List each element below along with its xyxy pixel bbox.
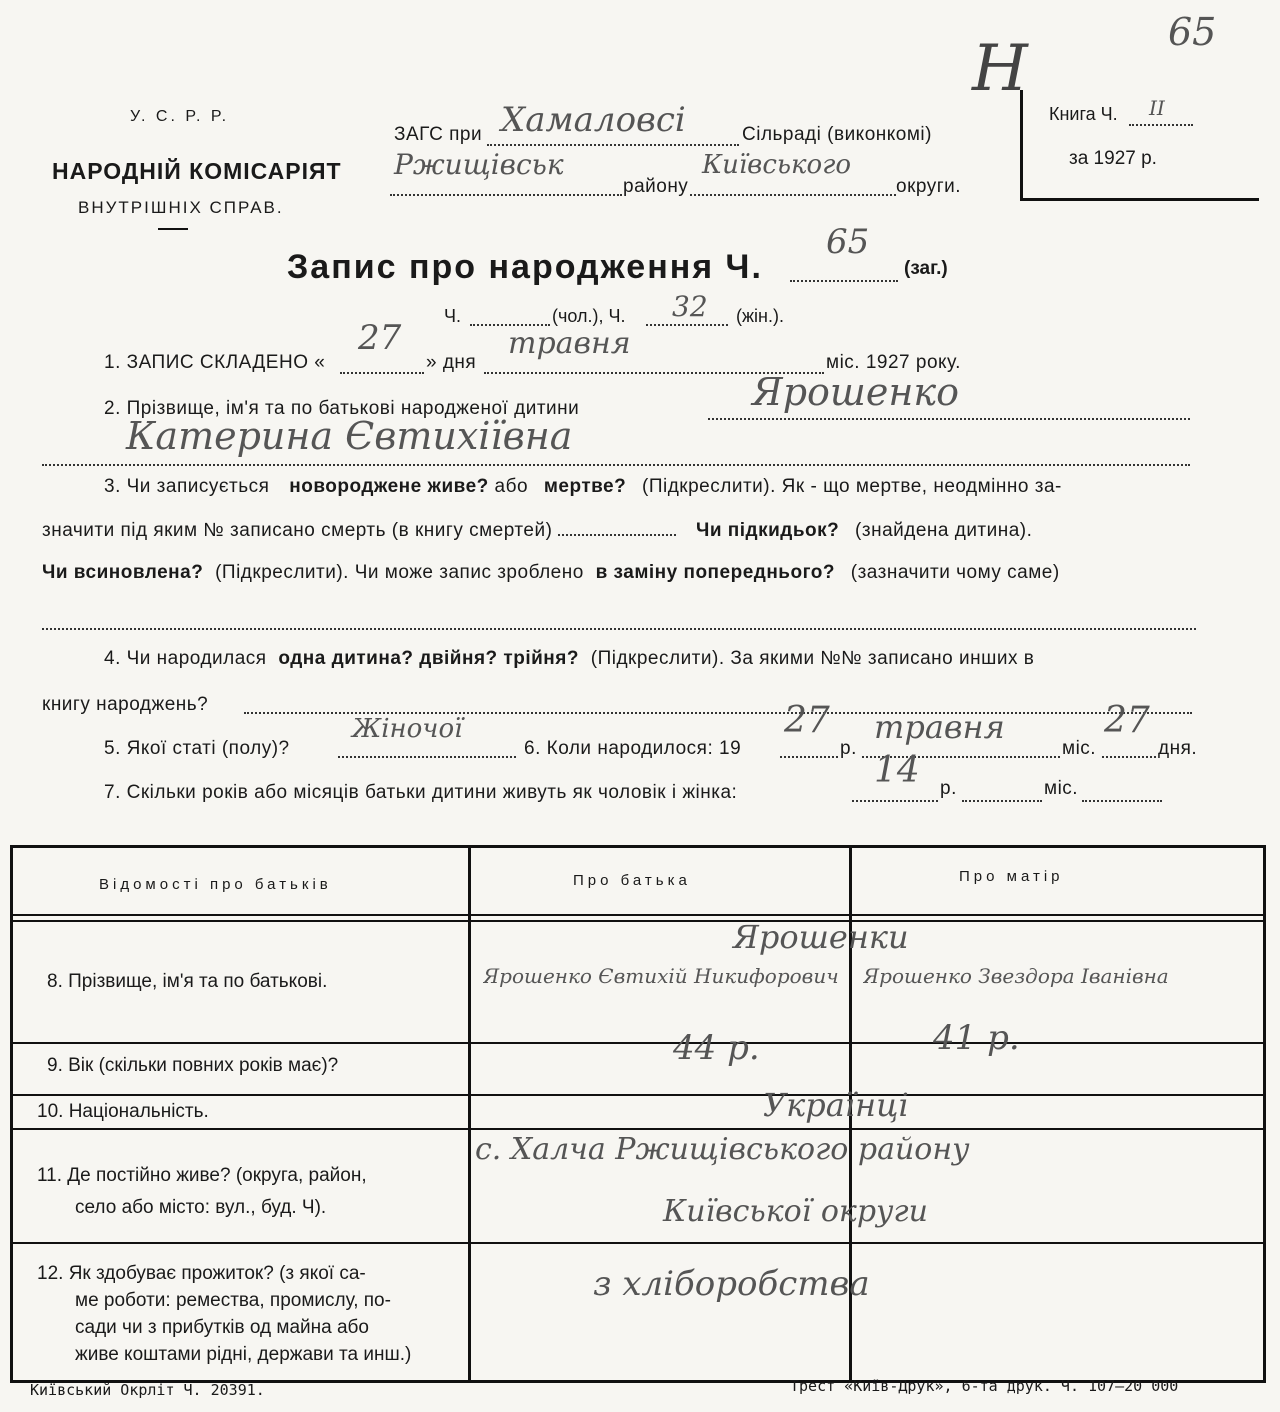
item3-line2-text: значити під яким № записано смерть (в книгу смертей) (42, 520, 553, 541)
item5-label: 5. Якої статі (полу)? (104, 738, 290, 759)
corner-handwriting: Н (972, 32, 1028, 106)
row8-label: 8. Прізвище, ім'я та по батькові. (47, 971, 328, 992)
item6-mis: міс. (1062, 738, 1097, 759)
male-count-field (470, 300, 550, 326)
row8-surname-handwriting: Ярошенки (733, 918, 909, 956)
item3-line2 (42, 520, 1032, 542)
row12-label-line4: живе коштами рідні, держави та инш.) (75, 1344, 412, 1365)
item5-sex-field (338, 714, 516, 758)
row12-label-line1: 12. Як здобуває прожиток? (з якої са- (37, 1263, 366, 1284)
item7-months-field (1082, 772, 1162, 802)
row11-okrug-handwriting: Київської округи (663, 1194, 928, 1229)
row8-mother-handwriting: Ярошенко Звездора Іванівна (863, 964, 1169, 988)
item3-replacement-option: в заміну попереднього? (595, 562, 835, 583)
row9-label: 9. Вік (скільки повних років має)? (47, 1055, 339, 1076)
row9-mother-handwriting: 41 р. (933, 1018, 1020, 1058)
item7-r: р. (940, 778, 957, 799)
record-number-field (790, 222, 898, 282)
footer-printer-left: Київський Окрліт Ч. 20391. (30, 1381, 265, 1399)
item2-surname-field (708, 370, 1190, 420)
item3-text-e: (Підкреслити). Як - що мертве, неодмінно за- (642, 476, 1062, 497)
item4-line2: книгу народжень? (42, 694, 209, 715)
item3-text-a: 3. Чи записується (104, 476, 270, 497)
col-header-info: Відомості про батьків (99, 876, 332, 893)
book-number-field (1129, 96, 1193, 126)
row12-label-line3: сади чи з прибутків од майна або (75, 1317, 369, 1338)
item1-month-handwriting: травня (508, 326, 631, 361)
book-year: за 1927 р. (1069, 148, 1157, 169)
female-count-field (646, 290, 728, 326)
item6-month-handwriting: травня (874, 708, 1005, 746)
item2-name-handwriting: Катерина Євтихіївна (126, 414, 573, 458)
table-header-line (13, 914, 1263, 916)
row10-label: 10. Національність. (37, 1101, 209, 1122)
male-count-suffix: (чол.), Ч. (552, 306, 626, 326)
item2-name-field (42, 414, 1190, 466)
item6-day-field (1102, 700, 1156, 758)
item3-adopted-option: Чи всиновлена? (42, 562, 204, 583)
item4-text-a: 4. Чи народилася (104, 648, 267, 669)
col-header-father: Про батька (573, 872, 691, 889)
item3-death-number-field (558, 520, 676, 536)
male-count-prefix: Ч. (444, 306, 461, 326)
item1-day-field (340, 318, 424, 374)
zags-handwriting: Хамаловсі (501, 100, 686, 140)
item6-r: р. (840, 738, 857, 759)
record-number-handwriting: 65 (826, 222, 870, 262)
okrug-label: округи. (896, 176, 962, 197)
book-label: Книга Ч. (1049, 104, 1118, 124)
row11-label-line1: 11. Де постійно живе? (округа, район, (37, 1165, 367, 1186)
item3-line3 (42, 562, 1060, 584)
item2-surname-handwriting: Ярошенко (752, 370, 959, 414)
item1-day-handwriting: 27 (358, 318, 402, 358)
item1-month-field (484, 326, 824, 374)
item3-reason-note: (зазначити чому саме) (850, 562, 1060, 583)
item6-dnya: дня. (1158, 738, 1198, 759)
table-row-line-1 (13, 1042, 1263, 1044)
item1-label-b: » дня (426, 352, 477, 373)
item7-label: 7. Скільки років або місяців батьки дитини живуть як чоловік і жінка: (104, 782, 738, 803)
row10-handwriting: Українці (763, 1086, 909, 1124)
row11-label-line2: село або місто: вул., буд. Ч). (75, 1197, 327, 1218)
item4-birth-options: одна дитина? двійня? трійня? (278, 648, 579, 669)
row8-father-handwriting: Ярошенко Євтихій Никифорович (483, 964, 839, 988)
title-suffix: (заг.) (904, 258, 948, 279)
republic-label: У. С. Р. Р. (130, 108, 230, 125)
zags-prefix: ЗАГС при (394, 124, 483, 145)
row9-father-handwriting: 44 р. (673, 1028, 760, 1068)
table-header-line-2 (13, 920, 1263, 922)
item6-year-handwriting: 27 (784, 700, 830, 741)
item5-sex-handwriting: Жіночої (352, 714, 463, 744)
district-label: району (623, 176, 689, 197)
item7-months-blank (962, 772, 1042, 802)
item3-line1 (104, 476, 1062, 498)
item3-alive-option: новороджене живе? (289, 476, 489, 497)
item4-line1 (104, 648, 1034, 670)
item4-text-c: (Підкреслити). За якими №№ записано инших в (590, 648, 1035, 669)
header-divider (158, 228, 188, 230)
footer-printer-right: Трест «Київ-Друк», 6-та друк. Ч. 107—20 000 (790, 1377, 1179, 1395)
item7-years-handwriting: 14 (874, 750, 920, 791)
okrug-field (690, 150, 896, 196)
district-field (390, 148, 622, 196)
item1-label-c: міс. 1927 року. (826, 352, 961, 373)
book-box (1020, 90, 1259, 201)
item3-text-c: або (494, 476, 529, 497)
row12-occupation-handwriting: з хліборобства (593, 1264, 870, 1304)
item3-dead-option: мертве? (543, 476, 627, 497)
item3-line3-text: (Підкреслити). Чи може запис зроблено (215, 562, 584, 583)
commissariat-label: НАРОДНІЙ КОМІСАРІЯТ (52, 158, 342, 184)
book-number-handwriting: II (1149, 96, 1165, 120)
row12-label-line2: ме роботи: ремества, промислу, по- (75, 1290, 391, 1311)
item7-mis: міс. (1044, 778, 1079, 799)
department-label: ВНУТРІШНІХ СПРАВ. (78, 198, 284, 217)
item3-reason-field (42, 628, 1196, 630)
item2-label: 2. Прізвище, ім'я та по батькові народженої дитини (104, 398, 580, 419)
female-count-suffix: (жін.). (736, 306, 784, 326)
item1-label-a: 1. ЗАПИС СКЛАДЕНО « (104, 352, 326, 373)
item7-years-field (852, 750, 938, 802)
row11-address-handwriting: с. Халча Ржищівського району (475, 1132, 970, 1167)
page-title: Запис про народження Ч. (287, 248, 763, 286)
zags-suffix: Сільраді (виконкомі) (742, 124, 932, 145)
table-row-line-4 (13, 1242, 1263, 1244)
district-handwriting: Ржищівськ (394, 148, 564, 181)
item3-foundling-option: Чи підкидьок? (695, 520, 840, 541)
item6-label: 6. Коли народилося: 19 (524, 738, 742, 759)
col-header-mother: Про матір (959, 868, 1064, 885)
female-count-handwriting: 32 (672, 290, 708, 323)
item6-year-field (780, 700, 838, 758)
zags-field (487, 100, 739, 146)
okrug-handwriting: Київського (702, 150, 852, 180)
parents-table (10, 845, 1266, 1383)
table-col-divider-1 (468, 848, 471, 1380)
corner-number-handwriting: 65 (1168, 10, 1217, 54)
table-row-line-3 (13, 1128, 1263, 1130)
item6-day-handwriting: 27 (1104, 700, 1150, 741)
item3-foundling-note: (знайдена дитина). (855, 520, 1033, 541)
